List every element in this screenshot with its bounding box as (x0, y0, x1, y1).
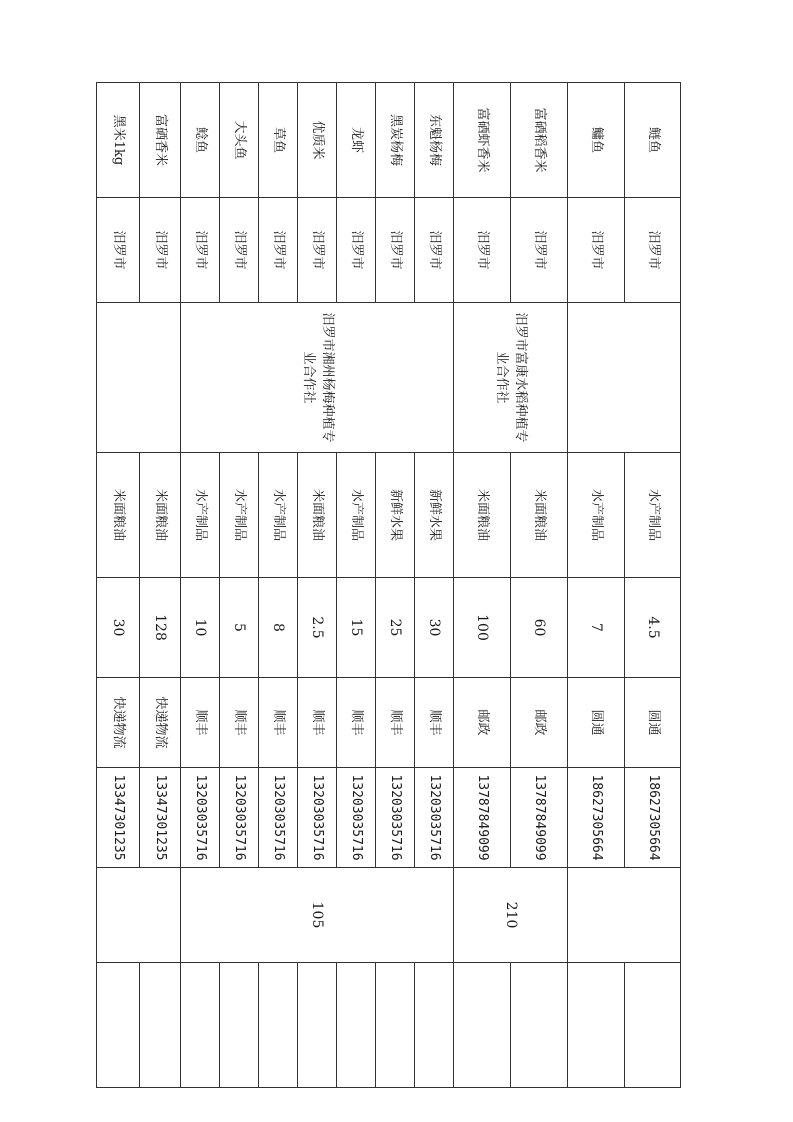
price-cell: 128 (140, 578, 181, 678)
city-cell: 汨罗市 (511, 198, 568, 303)
category-cell: 米面粮油 (511, 453, 568, 578)
city-cell: 汨罗市 (181, 198, 220, 303)
courier-cell: 圆通 (568, 678, 625, 768)
phone-cell: 13787849099 (511, 768, 568, 868)
phone-cell: 13347301235 (140, 768, 181, 868)
name-cell: 鳙鱼 (568, 83, 625, 198)
blank-cell (625, 963, 681, 1088)
name-cell: 龙虾 (337, 83, 376, 198)
phone-cell: 13203035716 (259, 768, 298, 868)
blank-cell (97, 963, 140, 1088)
city-cell: 汨罗市 (415, 198, 454, 303)
phone-cell: 13203035716 (376, 768, 415, 868)
blank-cell (568, 963, 625, 1088)
quantity-cell: 105 (181, 868, 454, 963)
blank-cell (259, 963, 298, 1088)
price-cell: 30 (415, 578, 454, 678)
city-cell: 汨罗市 (625, 198, 681, 303)
blank-cell (376, 963, 415, 1088)
cooperative-cell (97, 303, 181, 453)
category-cell: 水产制品 (259, 453, 298, 578)
price-cell: 10 (181, 578, 220, 678)
category-cell: 新鲜水果 (415, 453, 454, 578)
price-cell: 15 (337, 578, 376, 678)
price-cell: 100 (454, 578, 511, 678)
blank-cell (298, 963, 337, 1088)
phone-cell: 13787849099 (454, 768, 511, 868)
price-cell: 2.5 (298, 578, 337, 678)
city-cell: 汨罗市 (220, 198, 259, 303)
quantity-cell (97, 868, 181, 963)
cooperative-cell (568, 303, 681, 453)
name-cell: 富硒虾香米 (454, 83, 511, 198)
city-cell: 汨罗市 (337, 198, 376, 303)
phone-cell: 18627305664 (625, 768, 681, 868)
blank-cell (337, 963, 376, 1088)
courier-cell: 顺丰 (376, 678, 415, 768)
courier-cell: 快递物流 (97, 678, 140, 768)
phone-cell: 13347301235 (97, 768, 140, 868)
city-cell: 汨罗市 (97, 198, 140, 303)
courier-cell: 顺丰 (259, 678, 298, 768)
city-cell: 汨罗市 (454, 198, 511, 303)
phone-cell: 13203035716 (415, 768, 454, 868)
blank-cell (220, 963, 259, 1088)
blank-cell (415, 963, 454, 1088)
phone-cell: 13203035716 (337, 768, 376, 868)
courier-cell: 圆通 (625, 678, 681, 768)
name-cell: 黑炭杨梅 (376, 83, 415, 198)
phone-cell: 18627305664 (568, 768, 625, 868)
name-cell: 草鱼 (259, 83, 298, 198)
courier-cell: 顺丰 (181, 678, 220, 768)
table-row (140, 83, 181, 1088)
blank-cell (454, 963, 511, 1088)
city-cell: 汨罗市 (568, 198, 625, 303)
cooperative-cell: 汨罗市湘州杨梅种植专业合作社 (181, 303, 454, 453)
rotated-page (97, 82, 681, 1087)
price-cell: 25 (376, 578, 415, 678)
quantity-cell (568, 868, 681, 963)
blank-cell (511, 963, 568, 1088)
category-cell: 水产制品 (220, 453, 259, 578)
table-row (511, 83, 568, 1088)
price-cell: 8 (259, 578, 298, 678)
courier-cell: 邮政 (511, 678, 568, 768)
name-cell: 鲶鱼 (181, 83, 220, 198)
city-cell: 汨罗市 (298, 198, 337, 303)
courier-cell: 顺丰 (220, 678, 259, 768)
phone-cell: 13203035716 (298, 768, 337, 868)
courier-cell: 顺丰 (415, 678, 454, 768)
category-cell: 米面粮油 (97, 453, 140, 578)
table-row (625, 83, 681, 1088)
price-cell: 7 (568, 578, 625, 678)
phone-cell: 13203035716 (181, 768, 220, 868)
name-cell: 黑米1kg (97, 83, 140, 198)
courier-cell: 顺丰 (298, 678, 337, 768)
category-cell: 水产制品 (337, 453, 376, 578)
price-cell: 60 (511, 578, 568, 678)
name-cell: 优质米 (298, 83, 337, 198)
city-cell: 汨罗市 (376, 198, 415, 303)
phone-cell: 13203035716 (220, 768, 259, 868)
courier-cell: 顺丰 (337, 678, 376, 768)
name-cell: 富硒香米 (140, 83, 181, 198)
blank-cell (181, 963, 220, 1088)
price-cell: 30 (97, 578, 140, 678)
blank-cell (140, 963, 181, 1088)
product-table (96, 82, 681, 1088)
city-cell: 汨罗市 (140, 198, 181, 303)
city-cell: 汨罗市 (259, 198, 298, 303)
quantity-cell: 210 (454, 868, 568, 963)
price-cell: 5 (220, 578, 259, 678)
category-cell: 米面粮油 (140, 453, 181, 578)
price-cell: 4.5 (625, 578, 681, 678)
category-cell: 米面粮油 (298, 453, 337, 578)
name-cell: 鲢鱼 (625, 83, 681, 198)
table-row (415, 83, 454, 1088)
category-cell: 新鲜水果 (376, 453, 415, 578)
category-cell: 水产制品 (181, 453, 220, 578)
name-cell: 东魁杨梅 (415, 83, 454, 198)
category-cell: 水产制品 (568, 453, 625, 578)
category-cell: 米面粮油 (454, 453, 511, 578)
courier-cell: 邮政 (454, 678, 511, 768)
category-cell: 水产制品 (625, 453, 681, 578)
courier-cell: 快递物流 (140, 678, 181, 768)
name-cell: 大头鱼 (220, 83, 259, 198)
cooperative-cell: 汨罗市富康水稻种植专业合作社 (454, 303, 568, 453)
name-cell: 富硒稻香米 (511, 83, 568, 198)
